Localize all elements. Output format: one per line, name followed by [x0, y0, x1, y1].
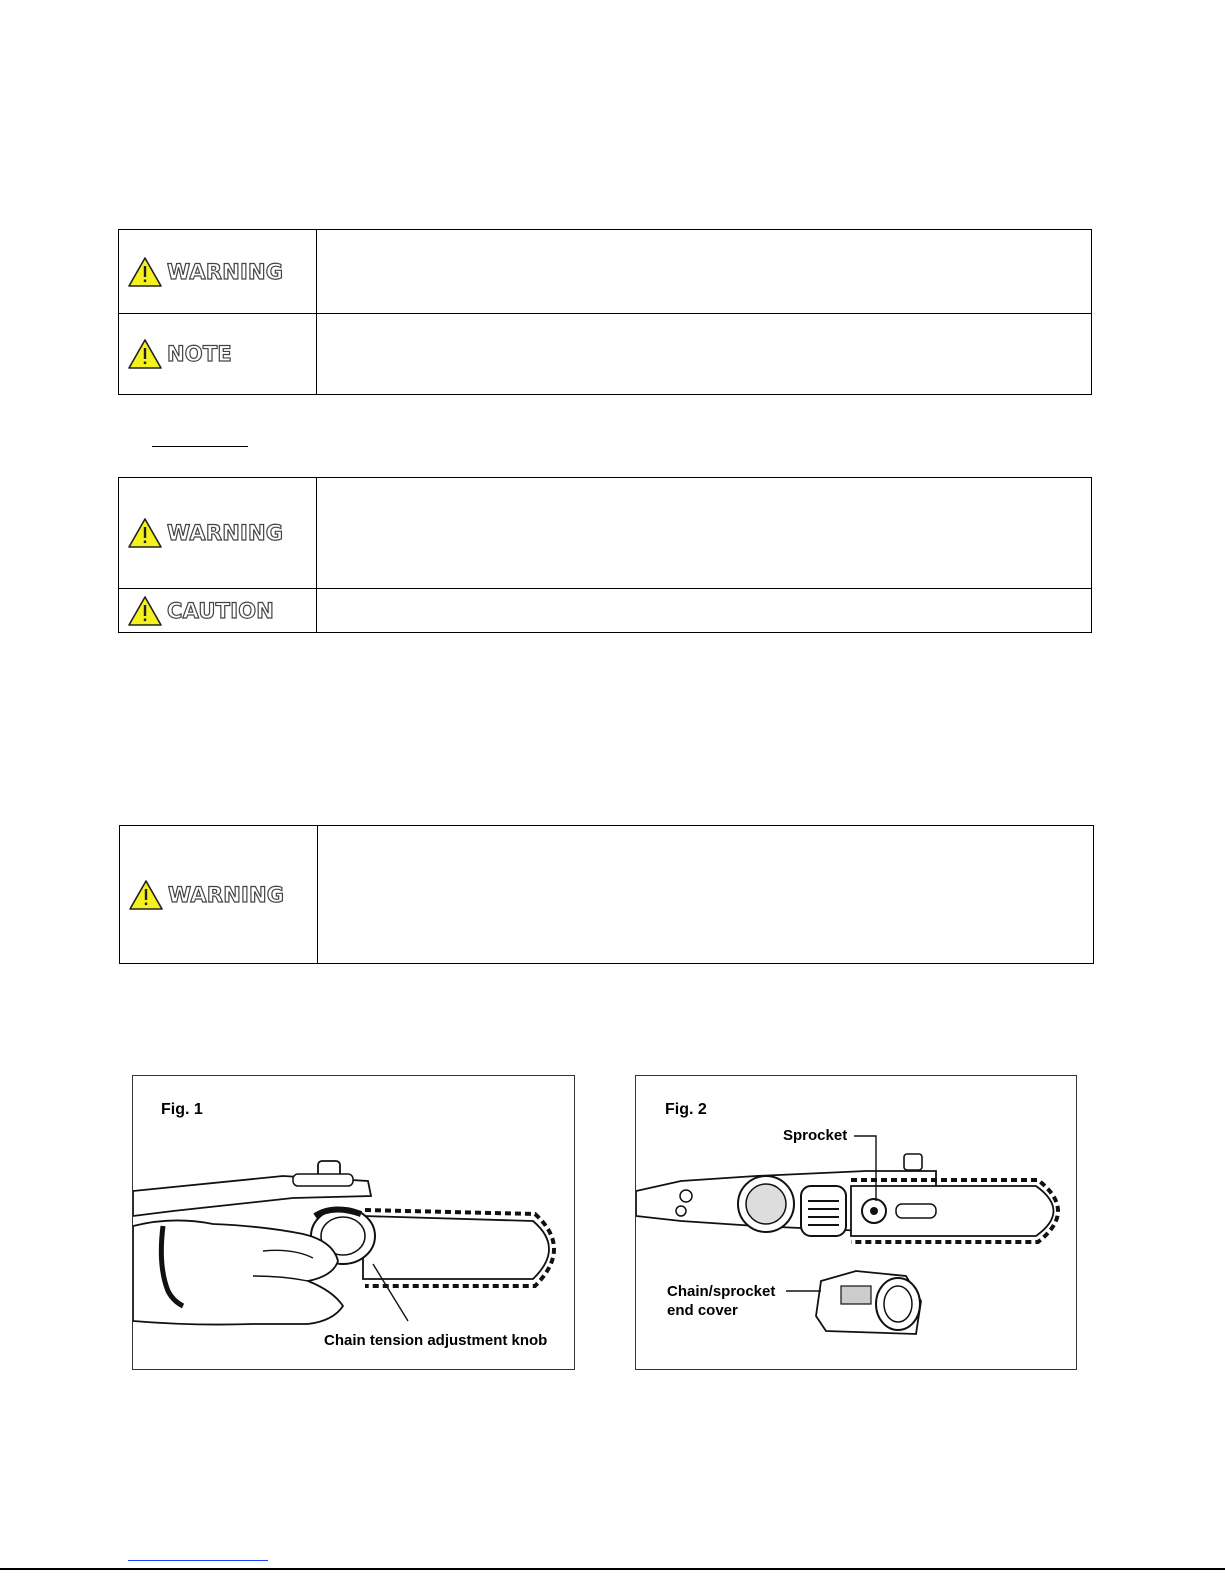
- safety-table-3: [119, 825, 1094, 964]
- caution-label: CAUTION: [167, 598, 275, 623]
- warning-triangle-icon: [127, 338, 163, 370]
- chainsaw-sprocket-illustration: [636, 1076, 1078, 1371]
- warning-triangle-icon: [127, 595, 163, 627]
- label-cell: [120, 826, 318, 963]
- warning-label: WARNING: [167, 259, 284, 284]
- end-cover-callout-line2: end cover: [667, 1302, 738, 1319]
- figure-1-title: Fig. 1: [161, 1101, 203, 1118]
- warning-triangle-icon: [127, 517, 163, 549]
- sprocket-callout: Sprocket: [783, 1127, 848, 1144]
- chainsaw-hand-illustration: [133, 1076, 576, 1371]
- footer-rule: [0, 1568, 1225, 1570]
- label-cell: [119, 230, 317, 313]
- figure-2: [635, 1075, 1077, 1370]
- safety-table-2: [118, 477, 1092, 633]
- warning-label: WARNING: [167, 521, 284, 545]
- footer-link-underline: [128, 1560, 268, 1561]
- table-row: [119, 230, 1091, 313]
- label-cell: [119, 314, 317, 394]
- warning-triangle-icon: [128, 879, 164, 911]
- table-row: [120, 826, 1093, 963]
- figure-2-title: Fig. 2: [665, 1101, 707, 1118]
- table-row: [119, 588, 1091, 632]
- warning-triangle-icon: [127, 256, 163, 288]
- figure-1: [132, 1075, 575, 1370]
- warning-label: WARNING: [168, 882, 285, 907]
- table-row: [119, 313, 1091, 394]
- end-cover-callout-line1: Chain/sprocket: [667, 1283, 776, 1300]
- label-cell: [119, 478, 317, 588]
- safety-table-1: [118, 229, 1092, 395]
- label-cell: [119, 589, 317, 632]
- chain-tension-knob-callout: Chain tension adjustment knob: [324, 1332, 548, 1349]
- note-label: NOTE: [167, 342, 232, 366]
- section-underline: [152, 446, 248, 447]
- table-row: [119, 478, 1091, 588]
